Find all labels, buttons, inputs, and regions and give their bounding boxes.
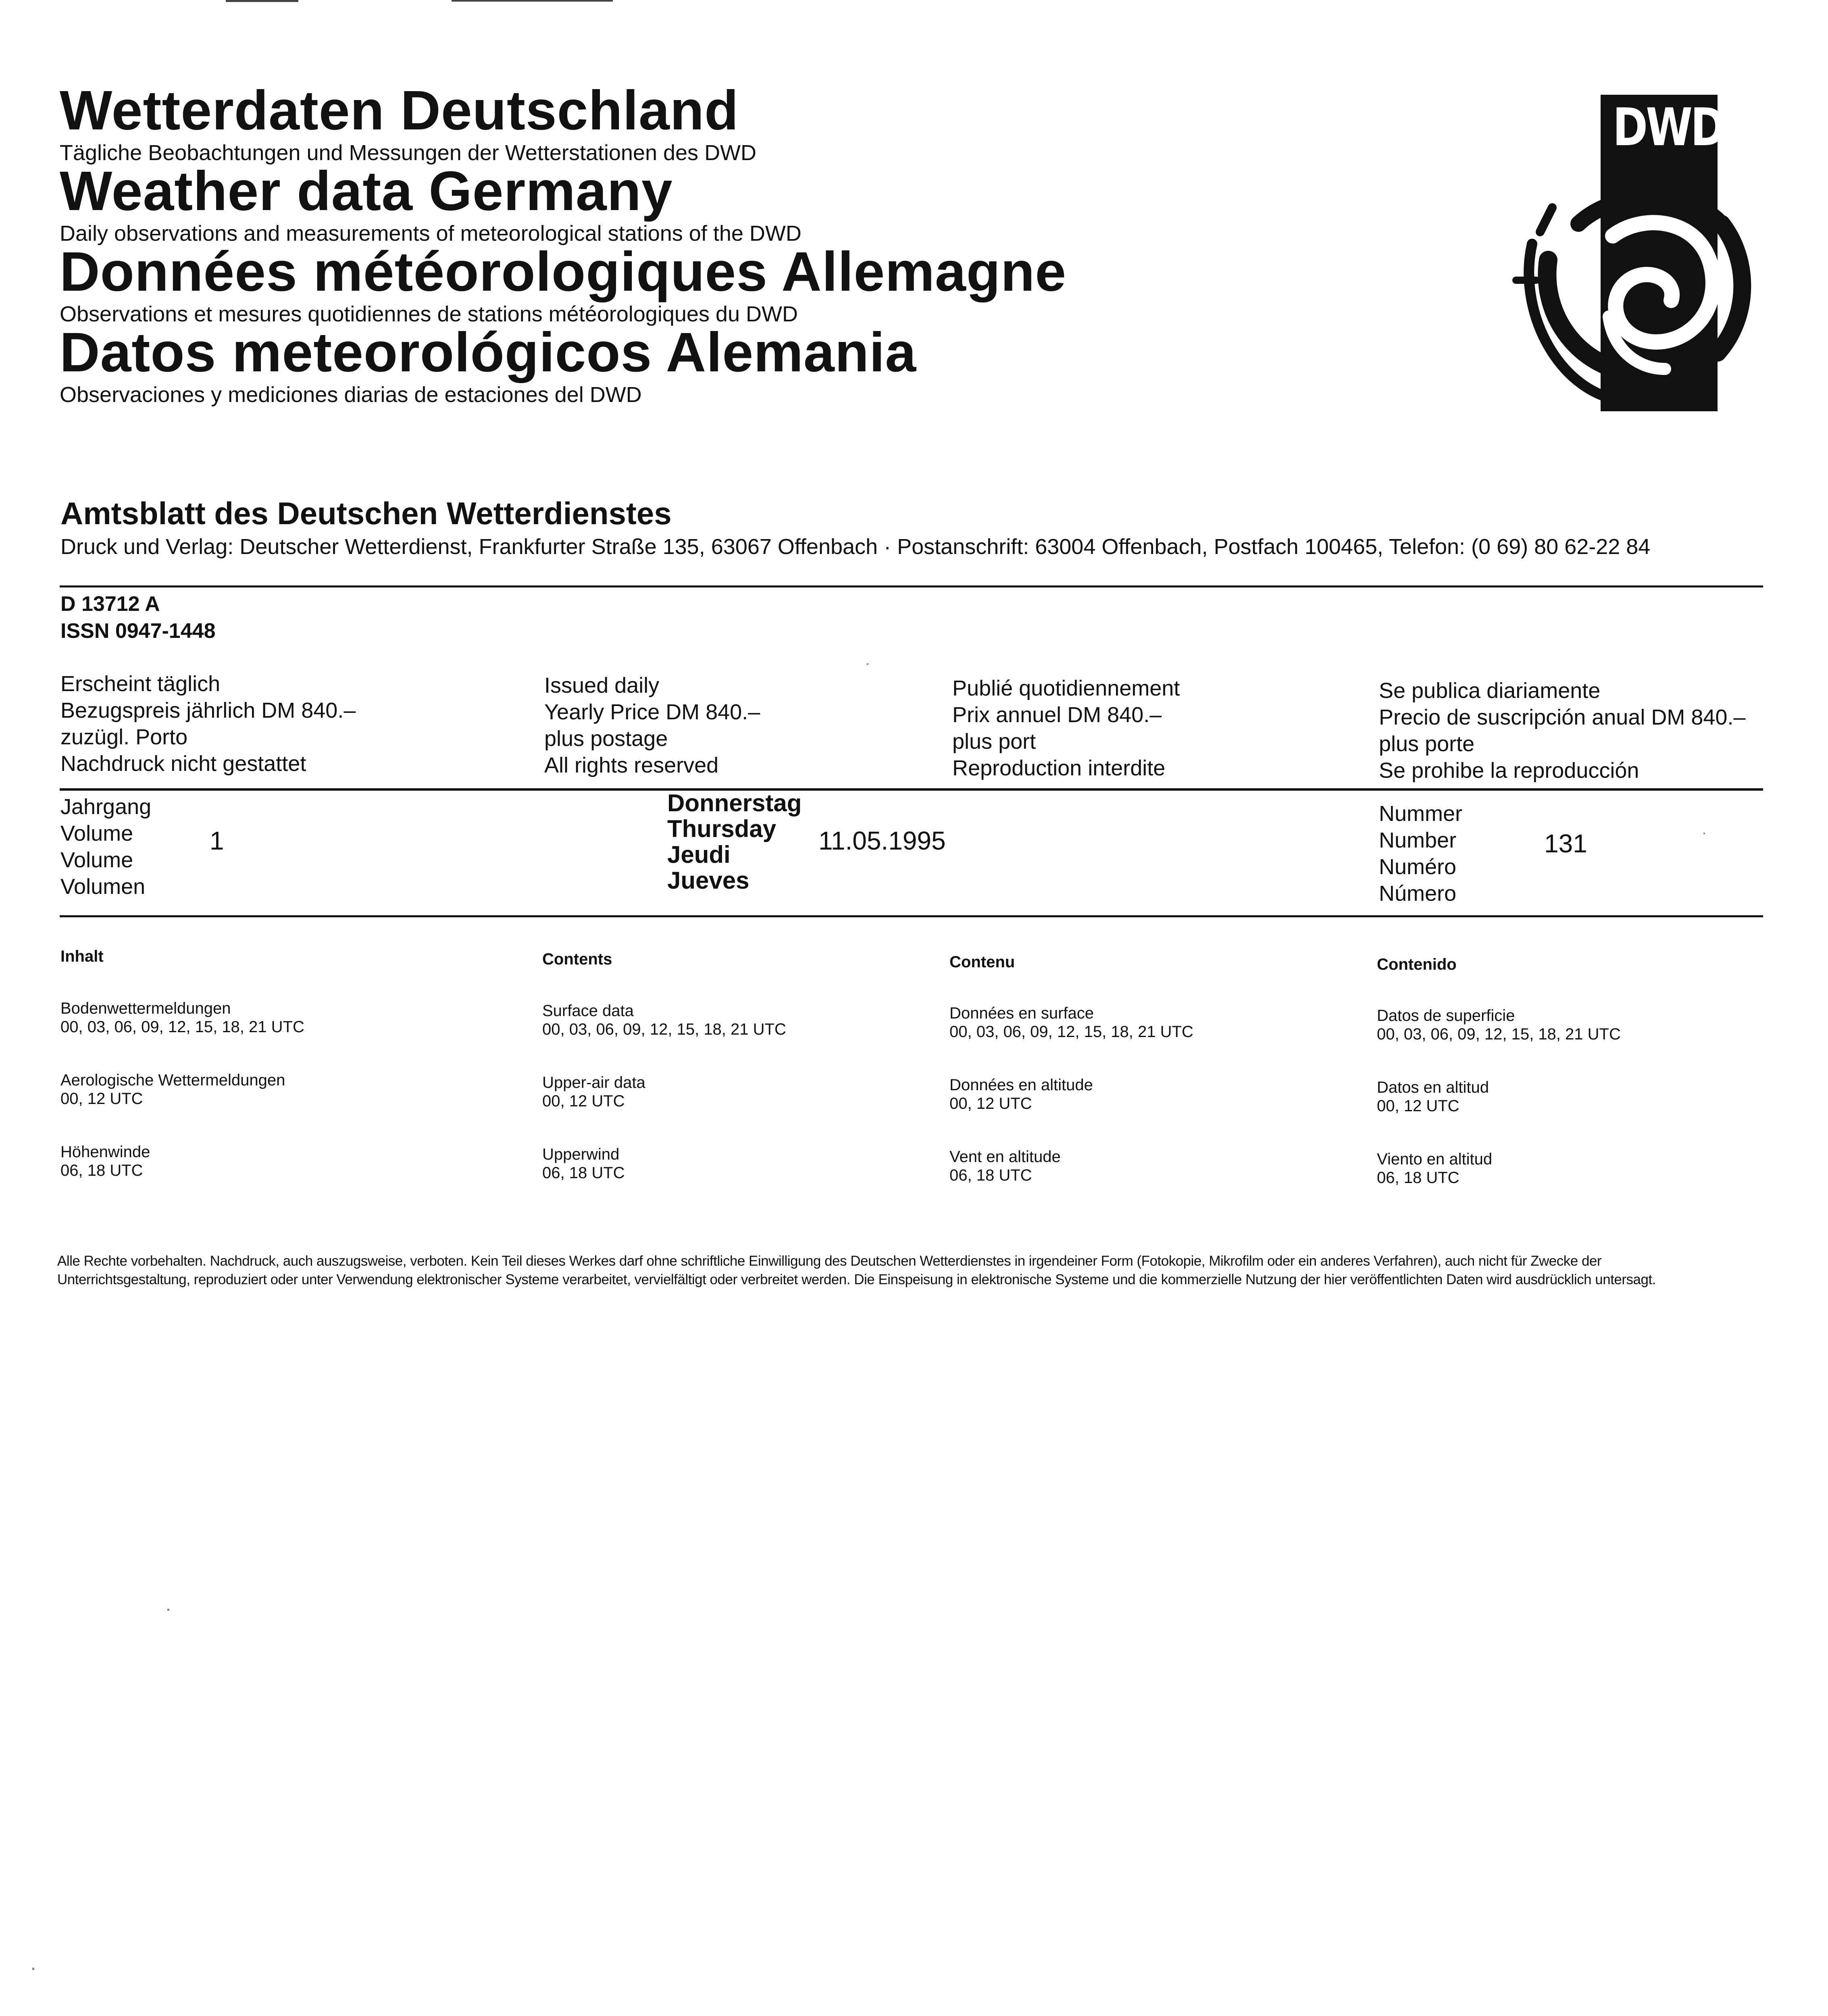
scan-speck xyxy=(867,663,868,665)
title-english: Weather data Germany xyxy=(60,160,673,222)
info-line: Issued daily xyxy=(544,673,660,698)
contents-item-times: 00, 03, 06, 09, 12, 15, 18, 21 UTC xyxy=(542,1020,786,1038)
info-line: plus porte xyxy=(1379,732,1475,756)
subtitle-spanish: Observaciones y mediciones diarias de estaciones del DWD xyxy=(60,383,642,407)
contents-item-times: 06, 18 UTC xyxy=(542,1164,625,1182)
issn-number: ISSN 0947-1448 xyxy=(60,619,216,643)
publication-info-german xyxy=(60,671,356,777)
contents-item xyxy=(1377,1150,1492,1187)
number-label: Nummer xyxy=(1379,802,1463,826)
title-german: Wetterdaten Deutschland xyxy=(60,79,739,142)
publication-code: D 13712 A xyxy=(60,592,160,616)
info-line: Erscheint täglich xyxy=(60,672,221,696)
issue-number: 131 xyxy=(1544,829,1587,858)
title-french: Données météorologiques Allemagne xyxy=(60,241,1067,303)
contents-item-times: 00, 12 UTC xyxy=(949,1095,1032,1112)
contents-heading-german: Inhalt xyxy=(60,948,104,965)
contents-item xyxy=(60,1071,285,1108)
contents-item-times: 00, 03, 06, 09, 12, 15, 18, 21 UTC xyxy=(949,1023,1193,1041)
scan-speck xyxy=(1703,833,1705,834)
info-line: Nachdruck nicht gestattet xyxy=(60,752,306,776)
scan-speck xyxy=(167,1609,169,1611)
contents-item-times: 00, 03, 06, 09, 12, 15, 18, 21 UTC xyxy=(60,1018,304,1036)
contents-item-times: 06, 18 UTC xyxy=(949,1166,1032,1184)
weekday: Donnerstag xyxy=(667,789,802,816)
contents-item-times: 06, 18 UTC xyxy=(60,1162,143,1179)
publication-info-english xyxy=(544,672,760,779)
contents-item xyxy=(542,1002,786,1039)
logo-text: DWD xyxy=(1613,98,1724,158)
contents-item-title: Upper-air data xyxy=(542,1074,645,1091)
publication-info-french xyxy=(952,675,1180,781)
number-label: Número xyxy=(1379,881,1457,906)
volume-labels xyxy=(60,793,151,900)
divider xyxy=(60,788,1763,791)
contents-item-times: 00, 12 UTC xyxy=(542,1092,625,1110)
subtitle-english: Daily observations and measurements of meteorological stations of the DWD xyxy=(60,221,802,246)
volume-label: Jahrgang xyxy=(60,795,152,819)
contents-item-title: Données en surface xyxy=(949,1004,1094,1022)
info-line: Prix annuel DM 840.– xyxy=(952,703,1162,727)
contents-heading-french: Contenu xyxy=(949,953,1015,971)
contents-item-title: Höhenwinde xyxy=(60,1143,150,1161)
contents-item-title: Datos de superficie xyxy=(1377,1007,1515,1025)
contents-item xyxy=(60,999,304,1036)
publisher-address: Druck und Verlag: Deutscher Wetterdienst, Frankfurter Straße 135, 63067 Offenbach · Postanschrift: 63004 Offenbach, Postfach 100465, Telefon: (0 69) 80 62-22 84 xyxy=(60,535,1651,559)
subtitle-french: Observations et mesures quotidiennes de stations météorologiques du DWD xyxy=(60,302,798,326)
info-line: Precio de suscripción anual DM 840.– xyxy=(1379,705,1746,729)
number-labels xyxy=(1379,800,1462,907)
legal-notice xyxy=(57,1252,1767,1289)
issue-date: 11.05.1995 xyxy=(818,826,946,855)
info-line: Bezugspreis jährlich DM 840.– xyxy=(60,698,356,723)
volume-label: Volume xyxy=(60,821,133,846)
contents-item xyxy=(1377,1006,1621,1043)
volume-number: 1 xyxy=(210,826,224,855)
info-line: plus postage xyxy=(544,727,668,751)
publication-info-spanish xyxy=(1379,677,1745,784)
info-line: Se publica diariamente xyxy=(1379,679,1601,703)
contents-item xyxy=(1377,1078,1489,1115)
volume-label: Volume xyxy=(60,848,133,872)
dwd-logo xyxy=(1492,91,1766,413)
title-spanish: Datos meteorológicos Alemania xyxy=(60,321,917,383)
contents-item-times: 00, 12 UTC xyxy=(1377,1097,1459,1115)
info-line: Publié quotidiennement xyxy=(952,676,1180,700)
divider xyxy=(60,585,1763,587)
contents-item-times: 00, 12 UTC xyxy=(60,1090,143,1108)
scan-mark xyxy=(452,0,613,2)
weekday-names xyxy=(667,790,802,893)
contents-item xyxy=(949,1076,1093,1113)
contents-item-title: Surface data xyxy=(542,1002,634,1020)
info-line: zuzügl. Porto xyxy=(60,725,188,749)
contents-item xyxy=(60,1143,150,1180)
info-line: plus port xyxy=(952,729,1036,754)
legal-line: Alle Rechte vorbehalten. Nachdruck, auch auszugsweise, verboten. Kein Teil dieses Werkes darf ohne schriftliche Einwilligung des Deutschen Wetterdienstes in irgendeiner Form (Fotokopie, Mikrofilm oder ein anderes Verfahren), auch nicht für Zwecke der xyxy=(57,1253,1602,1269)
weekday: Jueves xyxy=(667,867,750,894)
number-label: Numéro xyxy=(1379,855,1457,879)
contents-item-title: Datos en altitud xyxy=(1377,1079,1489,1096)
contents-item xyxy=(949,1004,1193,1041)
contents-item xyxy=(542,1145,625,1182)
info-line: Reproduction interdite xyxy=(952,756,1166,780)
contents-item xyxy=(542,1073,645,1110)
contents-item-title: Bodenwettermeldungen xyxy=(60,1000,231,1017)
contents-item-title: Vent en altitude xyxy=(949,1148,1061,1166)
volume-label: Volumen xyxy=(60,875,146,899)
scan-mark xyxy=(226,0,298,2)
info-line: All rights reserved xyxy=(544,753,719,777)
subtitle-german: Tägliche Beobachtungen und Messungen der Wetterstationen des DWD xyxy=(60,141,757,165)
legal-line: Unterrichtsgestaltung, reproduziert oder unter Verwendung elektronischer Systeme verarbeitet, vervielfältigt oder verbreitet werden. Die Einspeisung in elektronische Systeme und die kommerzielle Nutzung der hier veröffentlichten Daten wird ausdrücklich untersagt. xyxy=(57,1272,1656,1287)
info-line: Se prohibe la reproducción xyxy=(1379,758,1639,783)
contents-item-title: Aerologische Wettermeldungen xyxy=(60,1071,285,1089)
scan-speck xyxy=(32,1968,34,1970)
divider xyxy=(60,915,1763,917)
number-label: Number xyxy=(1379,828,1457,852)
contents-item-title: Viento en altitud xyxy=(1377,1150,1493,1168)
contents-item-title: Upperwind xyxy=(542,1145,620,1163)
weekday: Jeudi xyxy=(667,841,731,868)
contents-item xyxy=(949,1148,1061,1185)
contents-heading-spanish: Contenido xyxy=(1377,956,1457,973)
weekday: Thursday xyxy=(667,815,777,842)
contents-heading-english: Contents xyxy=(542,950,612,968)
contents-item-times: 00, 03, 06, 09, 12, 15, 18, 21 UTC xyxy=(1377,1025,1621,1043)
contents-item-times: 06, 18 UTC xyxy=(1377,1169,1459,1187)
contents-item-title: Données en altitude xyxy=(949,1076,1093,1094)
info-line: Yearly Price DM 840.– xyxy=(544,700,760,724)
publisher-title: Amtsblatt des Deutschen Wetterdienstes xyxy=(60,496,672,531)
